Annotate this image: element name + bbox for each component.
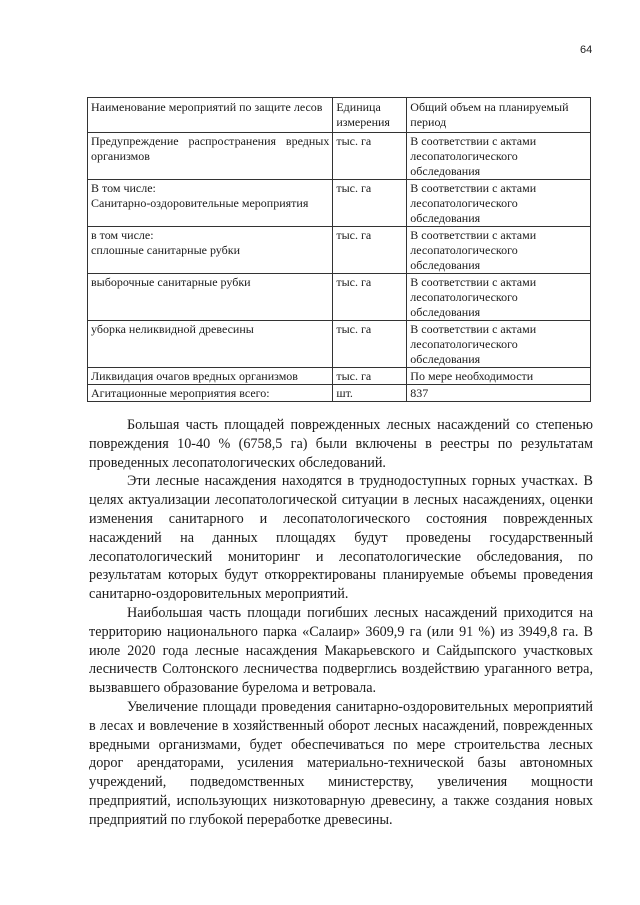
cell-volume: По мере необходимости (407, 368, 591, 385)
header-measure-name: Наименование мероприятий по защите лесов (88, 98, 333, 133)
paragraph: Увеличение площади проведения санитарно-оздоровительных мероприятий в лесах и вовлечение в хозяйственный оборот лесных насаждений, поврежденных вредными организмами, будет обеспечиваться по мере строительства лесных дорог арендаторами, усиления материально-технической базы автономных учреждений, подведомственных министерству, увеличения мощности предприятий, использующих низкотоварную древесину, а также создания новых предприятий по глубокой переработке древесины. (89, 698, 593, 828)
cell-measure: В том числе: Санитарно-оздоровительные мероприятия (88, 180, 333, 227)
paragraph: Эти лесные насаждения находятся в труднодоступных горных участках. В целях актуализации лесопатологической ситуации в лесных насаждениях, оценки изменения санитарного и лесопатологического состояния поврежденных насаждений на данных площадях будут проведены государственный лесопатологический мониторинг и лесопатологические обследования, по результатам которых будут откорректированы планируемые объемы проведения санитарно-оздоровительных мероприятий. (89, 473, 593, 603)
cell-measure: Ликвидация очагов вредных организмов (88, 368, 333, 385)
table-row (88, 180, 591, 227)
cell-measure: выборочные санитарные рубки (88, 274, 333, 321)
cell-measure: уборка неликвидной древесины (88, 321, 333, 368)
cell-unit: тыс. га (333, 227, 407, 274)
cell-measure: в том числе: сплошные санитарные рубки (88, 227, 333, 274)
table-row (88, 385, 591, 402)
cell-volume: В соответствии с актами лесопатологического обследования (407, 227, 591, 274)
cell-volume: 837 (407, 385, 591, 402)
cell-unit: тыс. га (333, 274, 407, 321)
cell-volume: В соответствии с актами лесопатологического обследования (407, 321, 591, 368)
table-row (88, 321, 591, 368)
cell-unit: тыс. га (333, 133, 407, 180)
header-total-volume: Общий объем на планируемый период (407, 98, 591, 133)
paragraph: Большая часть площадей поврежденных лесных насаждений со степенью повреждения 10-40 % (6758,5 га) были включены в реестры по результатам проведенных лесопатологических обследований. (89, 417, 593, 471)
cell-measure-text: Предупреждение распространения вредных организмов (91, 134, 330, 163)
table-row (88, 368, 591, 385)
cell-volume: В соответствии с актами лесопатологического обследования (407, 133, 591, 180)
table-row (88, 133, 591, 180)
cell-volume: В соответствии с актами лесопатологического обследования (407, 274, 591, 321)
cell-unit: тыс. га (333, 180, 407, 227)
forest-protection-table (87, 97, 591, 402)
cell-unit: тыс. га (333, 321, 407, 368)
cell-volume: В соответствии с актами лесопатологического обследования (407, 180, 591, 227)
cell-unit: тыс. га (333, 368, 407, 385)
header-unit: Единица измерения (333, 98, 407, 133)
cell-measure: Агитационные мероприятия всего: (88, 385, 333, 402)
body-text (89, 416, 593, 830)
cell-measure (88, 133, 333, 180)
table-header-row (88, 98, 591, 133)
page-number: 64 (580, 44, 593, 56)
table-row (88, 274, 591, 321)
cell-unit: шт. (333, 385, 407, 402)
paragraph: Наибольшая часть площади погибших лесных насаждений приходится на территорию национального парка «Салаир» 3609,9 га (или 91 %) из 3949,8 га. В июле 2020 года лесные насаждения Макарьевского и Сайдыпского участковых лесничеств Солтонского лесничества подверглись воздействию ураганного ветра, вызвавшего образование бурелома и ветровала. (89, 604, 593, 697)
table-row (88, 227, 591, 274)
